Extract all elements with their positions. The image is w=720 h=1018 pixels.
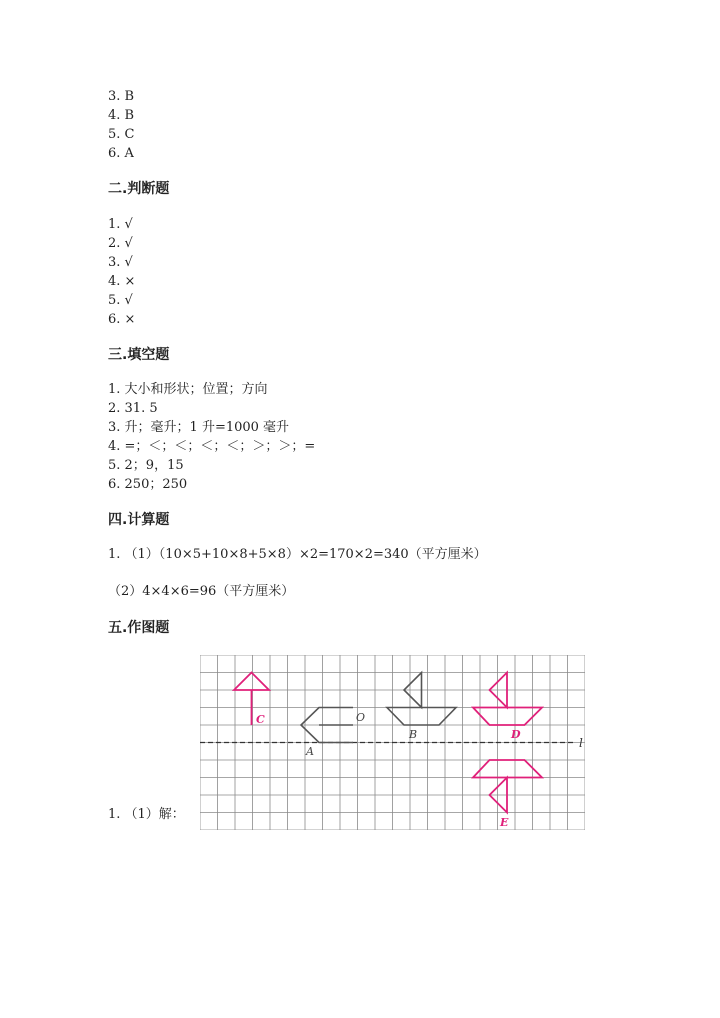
answer-line: 4. × xyxy=(108,274,136,289)
point-label-e: E xyxy=(500,816,509,829)
answer-line: 3. 升；毫升；1 升=1000 毫升 xyxy=(108,420,290,435)
section-heading: 二.判断题 xyxy=(108,181,170,197)
answer-line: 5. √ xyxy=(108,293,133,308)
section-heading: 四.计算题 xyxy=(108,512,170,528)
answer-line: 3. √ xyxy=(108,255,133,270)
answer-line: 1. 大小和形状；位置；方向 xyxy=(108,382,268,397)
answer-line: 4. B xyxy=(108,108,135,123)
answer-line: 1. √ xyxy=(108,217,133,232)
answer-line: 2. √ xyxy=(108,236,133,251)
figure-c-head xyxy=(234,673,269,691)
section-heading: 三.填空题 xyxy=(108,347,170,363)
answer-line: 6. × xyxy=(108,312,136,327)
point-label-d: D xyxy=(511,728,521,741)
answer-line: 6. 250；250 xyxy=(108,477,188,492)
answer-line: 5. C xyxy=(108,127,135,142)
section-heading: 五.作图题 xyxy=(108,620,170,636)
answer-line: （2）4×4×6=96（平方厘米） xyxy=(108,584,295,599)
figure-e-hull xyxy=(473,760,542,778)
transformation-figure xyxy=(200,655,585,830)
point-label-c: C xyxy=(256,713,265,726)
answer-line: 2. 31. 5 xyxy=(108,401,158,416)
point-label-o: O xyxy=(356,711,366,724)
figure-b-hull xyxy=(387,708,456,726)
answer-line: 1. （1）解： xyxy=(108,807,185,822)
axis-label-l: l xyxy=(579,736,583,750)
figure-d-hull xyxy=(473,708,542,726)
point-label-b: B xyxy=(409,728,418,741)
point-label-a: A xyxy=(306,745,314,758)
answer-line: 5. 2；9，15 xyxy=(108,458,184,473)
answer-line: 4. =；＜；＜；＜；＜；＞；＞；= xyxy=(108,439,316,454)
answer-line: 1. （1）（10×5+10×8+5×8）×2=170×2=340（平方厘米） xyxy=(108,547,487,562)
answer-line: 3. B xyxy=(108,89,135,104)
answer-line: 6. A xyxy=(108,146,134,161)
